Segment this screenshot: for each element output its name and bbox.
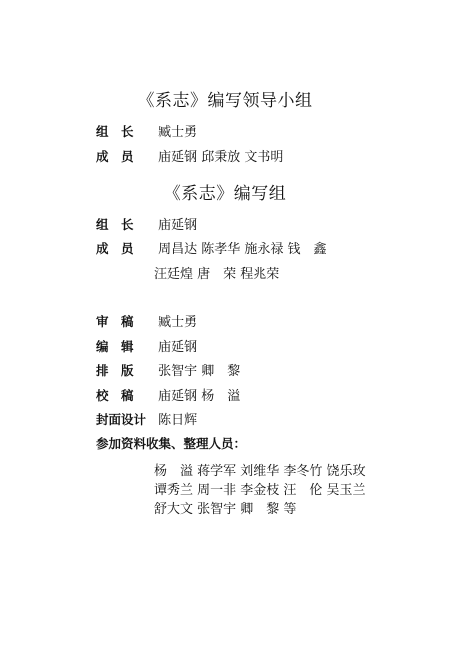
layout-row bbox=[96, 360, 240, 379]
contributors-label: 参加资料收集、整理人员： bbox=[96, 436, 247, 451]
writing-members-line2: 汪廷煌 唐 荣 程兆荣 bbox=[154, 267, 280, 282]
writing-members-line1: 周昌达 陈孝华 施永禄 钱 鑫 bbox=[158, 242, 327, 257]
proofreading-label: 校 稿 bbox=[96, 388, 134, 403]
review-label: 审 稿 bbox=[96, 314, 134, 329]
writing-members-label: 成 员 bbox=[96, 241, 134, 256]
leadership-leader-row bbox=[96, 121, 197, 140]
writing-members-row bbox=[96, 238, 327, 257]
cover-design-row bbox=[96, 409, 197, 428]
contributors-line2: 谭秀兰 周一非 李金枝 汪 伦 吴玉兰 bbox=[154, 483, 366, 498]
leadership-members-row bbox=[96, 146, 283, 165]
proofreading-value: 庙延钢 杨 溢 bbox=[158, 389, 241, 404]
layout-value: 张智宇 卿 黎 bbox=[158, 364, 241, 379]
writing-leader-row bbox=[96, 214, 197, 233]
writing-leader-label: 组 长 bbox=[96, 217, 134, 232]
leadership-members-label: 成 员 bbox=[96, 149, 134, 164]
editor-value: 庙延钢 bbox=[158, 340, 198, 355]
leadership-leader-value: 臧士勇 bbox=[158, 125, 198, 140]
editor-row bbox=[96, 336, 197, 355]
proofreading-row bbox=[96, 385, 240, 404]
contributors-line1: 杨 溢 蒋学军 刘维华 李冬竹 饶乐玫 bbox=[154, 464, 366, 479]
review-value: 臧士勇 bbox=[158, 315, 198, 330]
cover-design-value: 陈日辉 bbox=[158, 413, 198, 428]
editor-label: 编 辑 bbox=[96, 339, 134, 354]
review-row bbox=[96, 311, 197, 330]
cover-design-label: 封面设计 bbox=[96, 412, 147, 427]
writing-group-title: 《系志》编写组 bbox=[163, 184, 287, 204]
leadership-group-title: 《系志》编写领导小组 bbox=[137, 91, 313, 111]
contributors-line3: 舒大文 张智宇 卿 黎 等 bbox=[154, 502, 297, 517]
writing-leader-value: 庙延钢 bbox=[158, 218, 198, 233]
layout-label: 排 版 bbox=[96, 363, 134, 378]
leadership-leader-label: 组 长 bbox=[96, 124, 134, 139]
leadership-members-value: 庙延钢 邱秉放 文书明 bbox=[158, 150, 284, 165]
